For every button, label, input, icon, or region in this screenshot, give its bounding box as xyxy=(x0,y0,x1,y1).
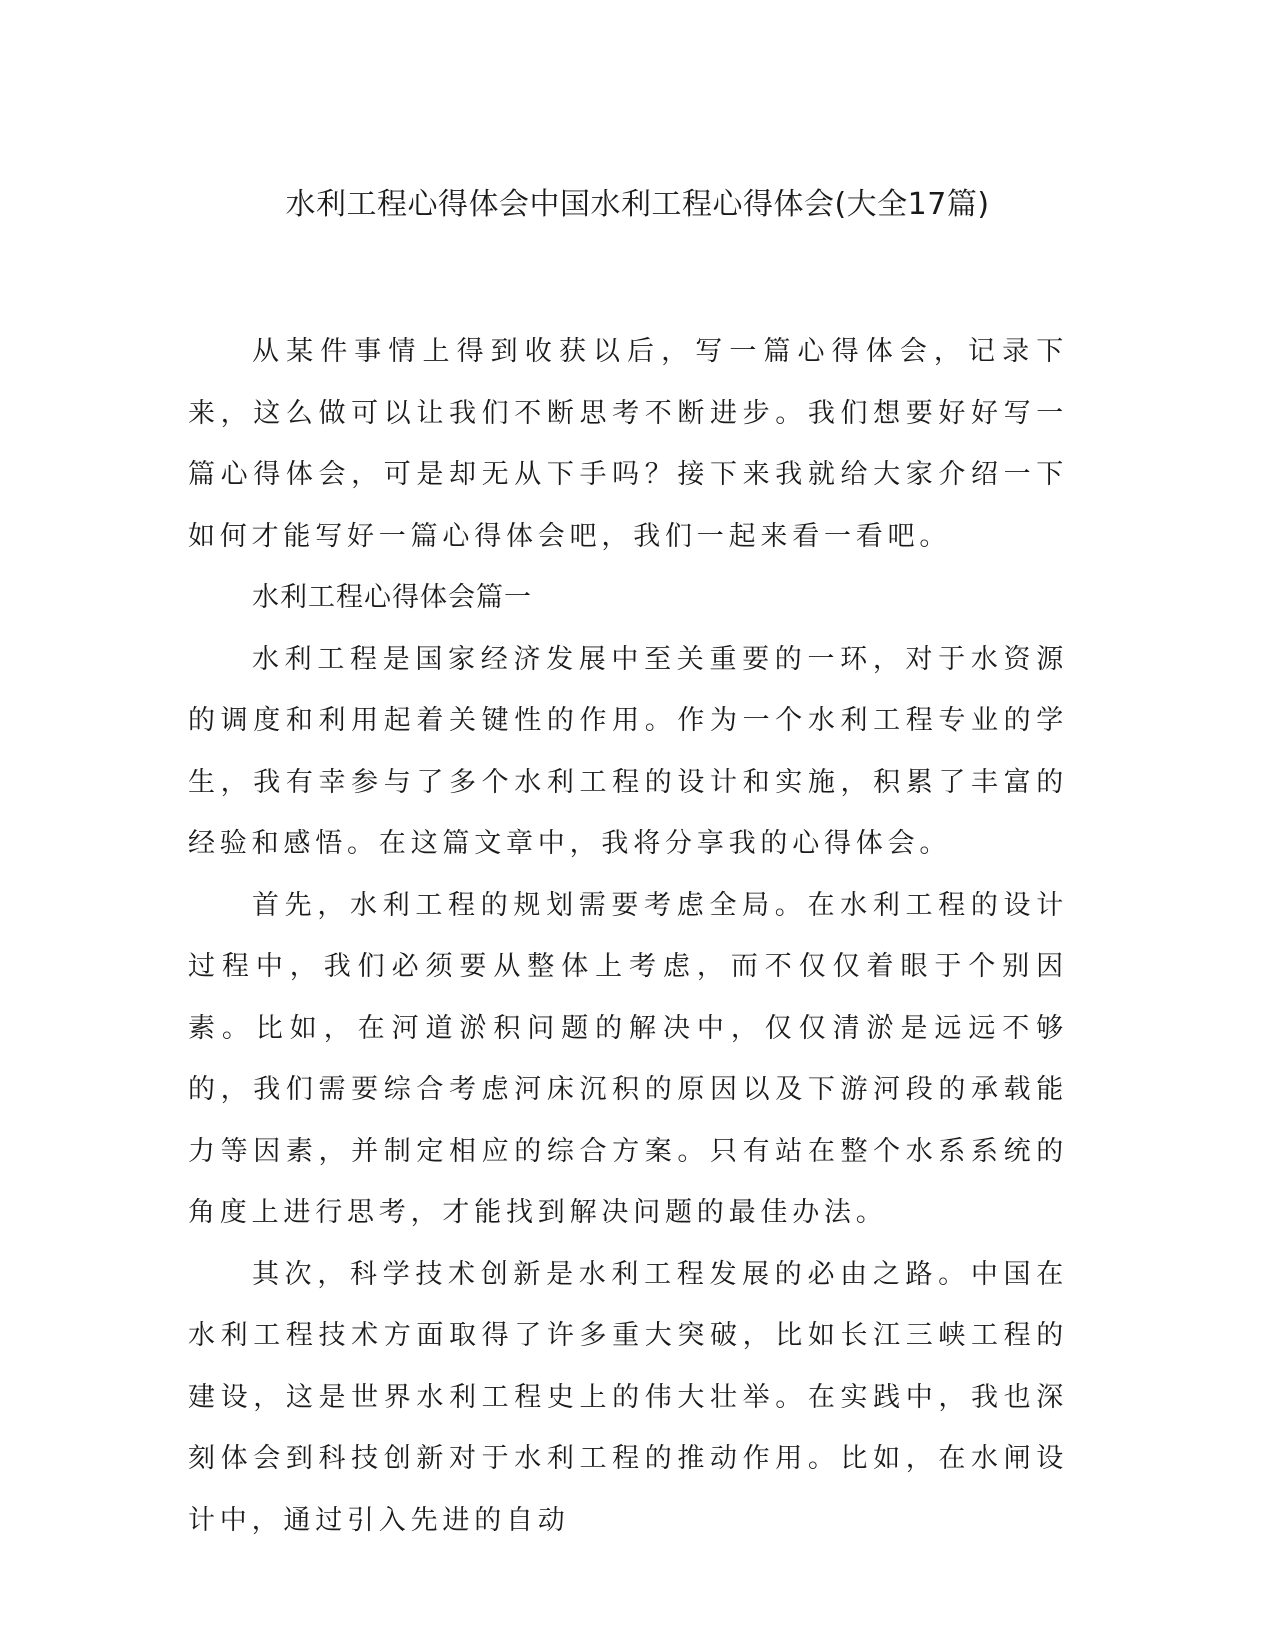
document-body xyxy=(188,321,1068,1551)
document-title: 水利工程心得体会中国水利工程心得体会(大全17篇) xyxy=(285,187,990,222)
body-paragraph-3: 其次，科学技术创新是水利工程发展的必由之路。中国在水利工程技术方面取得了许多重大突破，比如长江三峡工程的建设，这是世界水利工程史上的伟大壮举。在实践中，我也深刻体会到科技创新对于水利工程的推动作用。比如，在水闸设计中，通过引入先进的自动 xyxy=(188,1258,1068,1536)
section-heading: 水利工程心得体会篇一 xyxy=(252,582,532,613)
intro-paragraph: 从某件事情上得到收获以后，写一篇心得体会，记录下来，这么做可以让我们不断思考不断进步。我们想要好好写一篇心得体会，可是却无从下手吗？接下来我就给大家介绍一下如何才能写好一篇心得体会吧，我们一起来看一看吧。 xyxy=(188,336,1068,552)
body-paragraph-2: 首先，水利工程的规划需要考虑全局。在水利工程的设计过程中，我们必须要从整体上考虑，而不仅仅着眼于个别因素。比如，在河道淤积问题的解决中，仅仅清淤是远远不够的，我们需要综合考虑河床沉积的原因以及下游河段的承载能力等因素，并制定相应的综合方案。只有站在整个水系系统的角度上进行思考，才能找到解决问题的最佳办法。 xyxy=(188,889,1068,1228)
body-paragraph-1: 水利工程是国家经济发展中至关重要的一环，对于水资源的调度和利用起着关键性的作用。作为一个水利工程专业的学生，我有幸参与了多个水利工程的设计和实施，积累了丰富的经验和感悟。在这篇文章中，我将分享我的心得体会。 xyxy=(188,643,1068,859)
